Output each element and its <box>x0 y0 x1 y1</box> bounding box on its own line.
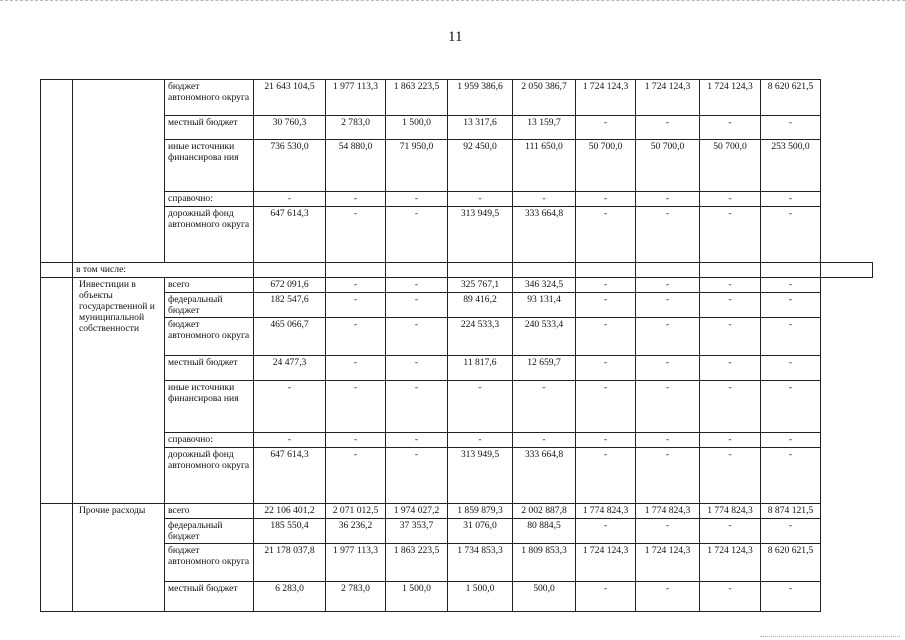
value-cell: - <box>448 433 513 448</box>
funding-source-cell: местный бюджет <box>165 356 254 381</box>
value-cell: 92 450,0 <box>448 140 513 192</box>
value-cell: 2 050 386,7 <box>513 80 576 116</box>
funding-source-cell: всего <box>165 504 254 519</box>
value-cell: 1 724 124,3 <box>700 80 761 116</box>
value-cell: 1 863 223,5 <box>386 80 448 116</box>
value-cell: - <box>700 207 761 263</box>
value-cell: - <box>576 519 636 544</box>
value-cell: - <box>636 293 700 318</box>
value-cell: 93 131,4 <box>513 293 576 318</box>
value-cell: - <box>636 207 700 263</box>
empty-cell <box>386 263 448 278</box>
value-cell: 54 880,0 <box>326 140 386 192</box>
value-cell: 1 959 386,6 <box>448 80 513 116</box>
value-cell: 36 236,2 <box>326 519 386 544</box>
value-cell: - <box>761 356 821 381</box>
value-cell: 240 533,4 <box>513 318 576 356</box>
value-cell: - <box>636 278 700 293</box>
value-cell: - <box>576 448 636 504</box>
value-cell: - <box>761 293 821 318</box>
value-cell: - <box>576 192 636 207</box>
value-cell: - <box>576 318 636 356</box>
value-cell: 2 783,0 <box>326 116 386 140</box>
funding-source-cell: дорожный фонд автономного округа <box>165 207 254 263</box>
table-row <box>41 318 873 356</box>
value-cell: - <box>576 207 636 263</box>
value-cell: 11 817,6 <box>448 356 513 381</box>
value-cell: - <box>700 278 761 293</box>
table-row <box>41 448 873 504</box>
value-cell: - <box>254 192 326 207</box>
value-cell: - <box>761 318 821 356</box>
funding-source-cell: иные источники финансирова ния <box>165 140 254 192</box>
scan-top-edge <box>0 0 905 6</box>
value-cell: - <box>513 192 576 207</box>
value-cell: 1 724 124,3 <box>576 544 636 582</box>
value-cell: 185 550,4 <box>254 519 326 544</box>
row-number-cell <box>41 504 73 612</box>
table-row <box>41 433 873 448</box>
value-cell: 346 324,5 <box>513 278 576 293</box>
empty-cell <box>448 263 513 278</box>
table-row <box>41 116 873 140</box>
funding-source-cell: справочно: <box>165 192 254 207</box>
table-row <box>41 582 873 612</box>
value-cell: - <box>326 356 386 381</box>
value-cell: - <box>326 433 386 448</box>
value-cell: 31 076,0 <box>448 519 513 544</box>
value-cell: 647 614,3 <box>254 207 326 263</box>
value-cell: - <box>254 433 326 448</box>
table-row <box>41 140 873 192</box>
value-cell: 1 500,0 <box>448 582 513 612</box>
value-cell: 8 874 121,5 <box>761 504 821 519</box>
value-cell: - <box>386 207 448 263</box>
value-cell: 37 353,7 <box>386 519 448 544</box>
value-cell: 1 977 113,3 <box>326 544 386 582</box>
value-cell: 333 664,8 <box>513 448 576 504</box>
value-cell: 672 091,6 <box>254 278 326 293</box>
value-cell: 736 530,0 <box>254 140 326 192</box>
value-cell: - <box>576 433 636 448</box>
empty-cell <box>576 263 636 278</box>
table-row <box>41 80 873 116</box>
funding-source-cell: местный бюджет <box>165 582 254 612</box>
funding-source-cell: местный бюджет <box>165 116 254 140</box>
funding-source-cell: дорожный фонд автономного округа <box>165 448 254 504</box>
empty-cell <box>513 263 576 278</box>
value-cell: - <box>254 381 326 433</box>
value-cell: - <box>386 448 448 504</box>
value-cell: - <box>636 318 700 356</box>
value-cell: - <box>326 207 386 263</box>
value-cell: - <box>513 433 576 448</box>
value-cell: 1 500,0 <box>386 116 448 140</box>
value-cell: - <box>700 381 761 433</box>
budget-table <box>40 79 873 612</box>
value-cell: 1 774 824,3 <box>636 504 700 519</box>
value-cell: - <box>761 207 821 263</box>
value-cell: 1 859 879,3 <box>448 504 513 519</box>
value-cell: 325 767,1 <box>448 278 513 293</box>
value-cell: - <box>761 448 821 504</box>
value-cell: 333 664,8 <box>513 207 576 263</box>
funding-source-cell: иные источники финансирова ния <box>165 381 254 433</box>
value-cell: - <box>576 278 636 293</box>
value-cell: - <box>576 116 636 140</box>
value-cell: - <box>576 293 636 318</box>
value-cell: 2 002 887,8 <box>513 504 576 519</box>
value-cell: - <box>636 433 700 448</box>
value-cell: - <box>700 448 761 504</box>
table-row <box>41 293 873 318</box>
value-cell: 2 071 012,5 <box>326 504 386 519</box>
value-cell: 1 734 853,3 <box>448 544 513 582</box>
page-number: 11 <box>448 29 463 45</box>
value-cell: 1 974 027,2 <box>386 504 448 519</box>
value-cell: 50 700,0 <box>700 140 761 192</box>
value-cell: - <box>636 116 700 140</box>
value-cell: - <box>761 519 821 544</box>
value-cell: 50 700,0 <box>636 140 700 192</box>
value-cell: 182 547,6 <box>254 293 326 318</box>
empty-cell <box>254 263 326 278</box>
value-cell: 24 477,3 <box>254 356 326 381</box>
value-cell: 313 949,5 <box>448 448 513 504</box>
empty-cell <box>761 263 821 278</box>
value-cell: 89 416,2 <box>448 293 513 318</box>
value-cell: 8 620 621,5 <box>761 544 821 582</box>
value-cell: 1 977 113,3 <box>326 80 386 116</box>
value-cell: - <box>761 278 821 293</box>
row-number-cell <box>41 263 73 278</box>
value-cell: - <box>386 356 448 381</box>
value-cell: - <box>636 381 700 433</box>
value-cell: 80 884,5 <box>513 519 576 544</box>
value-cell: - <box>700 116 761 140</box>
value-cell: 2 783,0 <box>326 582 386 612</box>
table-row <box>41 207 873 263</box>
value-cell: - <box>700 318 761 356</box>
table-row <box>41 356 873 381</box>
value-cell: - <box>326 318 386 356</box>
table-row <box>41 263 873 278</box>
value-cell: - <box>761 116 821 140</box>
value-cell: 1 724 124,3 <box>700 544 761 582</box>
value-cell: 1 500,0 <box>386 582 448 612</box>
value-cell: 313 949,5 <box>448 207 513 263</box>
table-row <box>41 504 873 519</box>
scan-bottom-edge <box>760 636 900 639</box>
value-cell: - <box>636 356 700 381</box>
value-cell: 13 317,6 <box>448 116 513 140</box>
value-cell: - <box>326 192 386 207</box>
value-cell: - <box>636 582 700 612</box>
value-cell: - <box>700 582 761 612</box>
value-cell: - <box>636 448 700 504</box>
value-cell: - <box>448 381 513 433</box>
in-that-number-label: в том числе: <box>73 263 254 278</box>
value-cell: 6 283,0 <box>254 582 326 612</box>
value-cell: - <box>761 433 821 448</box>
table-row <box>41 278 873 293</box>
value-cell: - <box>326 293 386 318</box>
value-cell: 21 643 104,5 <box>254 80 326 116</box>
value-cell: - <box>700 433 761 448</box>
value-cell: 1 724 124,3 <box>636 80 700 116</box>
group-name-cell: Инвестиции в объекты государственной и муниципальной собственности <box>73 278 165 504</box>
value-cell: 1 809 853,3 <box>513 544 576 582</box>
empty-cell <box>326 263 386 278</box>
funding-source-cell: бюджет автономного округа <box>165 318 254 356</box>
value-cell: 71 950,0 <box>386 140 448 192</box>
table-row <box>41 519 873 544</box>
value-cell: - <box>700 293 761 318</box>
value-cell: 465 066,7 <box>254 318 326 356</box>
value-cell: 50 700,0 <box>576 140 636 192</box>
empty-cell <box>821 263 873 278</box>
value-cell: 500,0 <box>513 582 576 612</box>
funding-source-cell: федеральный бюджет <box>165 519 254 544</box>
value-cell: - <box>576 381 636 433</box>
value-cell: - <box>761 381 821 433</box>
table-row <box>41 192 873 207</box>
row-number-cell <box>41 278 73 504</box>
value-cell: 8 620 621,5 <box>761 80 821 116</box>
group-name-cell: Прочие расходы <box>73 504 165 612</box>
value-cell: - <box>576 582 636 612</box>
value-cell: - <box>386 433 448 448</box>
value-cell: - <box>700 192 761 207</box>
value-cell: - <box>700 356 761 381</box>
value-cell: - <box>761 192 821 207</box>
funding-source-cell: справочно: <box>165 433 254 448</box>
value-cell: 21 178 037,8 <box>254 544 326 582</box>
value-cell: - <box>636 192 700 207</box>
empty-cell <box>636 263 700 278</box>
value-cell: - <box>513 381 576 433</box>
value-cell: - <box>386 381 448 433</box>
value-cell: - <box>386 278 448 293</box>
value-cell: - <box>700 519 761 544</box>
funding-source-cell: бюджет автономного округа <box>165 80 254 116</box>
value-cell: 1 863 223,5 <box>386 544 448 582</box>
funding-source-cell: бюджет автономного округа <box>165 544 254 582</box>
value-cell: - <box>386 293 448 318</box>
funding-source-cell: всего <box>165 278 254 293</box>
value-cell: 13 159,7 <box>513 116 576 140</box>
value-cell: 1 774 824,3 <box>576 504 636 519</box>
value-cell: 224 533,3 <box>448 318 513 356</box>
value-cell: 1 724 124,3 <box>636 544 700 582</box>
value-cell: 111 650,0 <box>513 140 576 192</box>
value-cell: - <box>386 318 448 356</box>
value-cell: 1 724 124,3 <box>576 80 636 116</box>
value-cell: - <box>326 448 386 504</box>
value-cell: - <box>576 356 636 381</box>
row-number-cell <box>41 80 73 263</box>
value-cell: - <box>761 582 821 612</box>
value-cell: - <box>386 192 448 207</box>
group-name-cell <box>73 80 165 263</box>
value-cell: 30 760,3 <box>254 116 326 140</box>
value-cell: - <box>636 519 700 544</box>
empty-cell <box>700 263 761 278</box>
value-cell: 647 614,3 <box>254 448 326 504</box>
table-row <box>41 381 873 433</box>
table-row <box>41 544 873 582</box>
value-cell: - <box>326 278 386 293</box>
value-cell: - <box>448 192 513 207</box>
value-cell: 253 500,0 <box>761 140 821 192</box>
value-cell: 22 106 401,2 <box>254 504 326 519</box>
funding-source-cell: федеральный бюджет <box>165 293 254 318</box>
value-cell: - <box>326 381 386 433</box>
value-cell: 12 659,7 <box>513 356 576 381</box>
value-cell: 1 774 824,3 <box>700 504 761 519</box>
